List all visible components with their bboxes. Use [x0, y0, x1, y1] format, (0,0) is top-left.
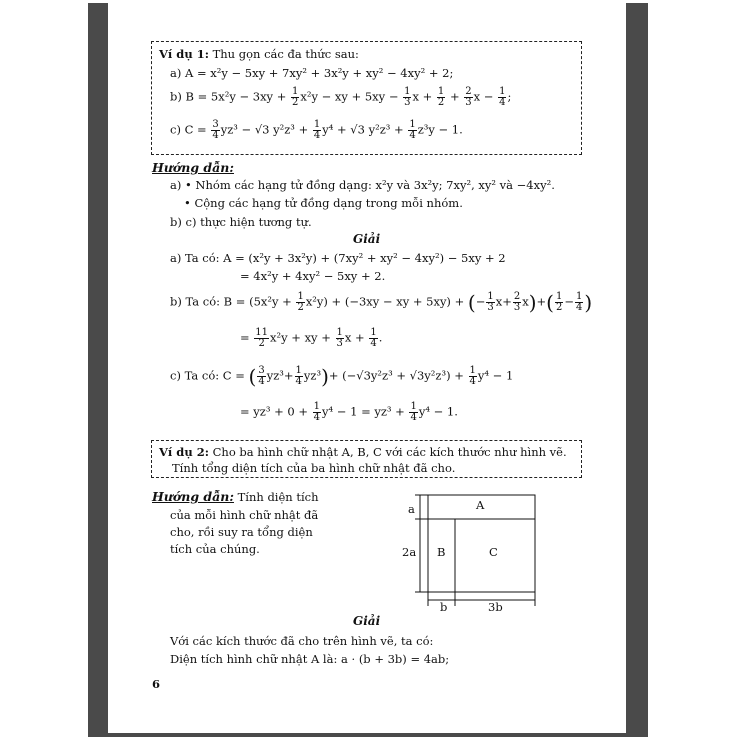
example-1-part-b: b) B = 5x²y − 3xy + $\frac{1}{2}$ x²y − xy + 5xy − $\frac{1}{3}$ x + $\frac{1}{2}$ + $\frac{2}{3}$ x − $\frac{1}{4}$ ; — [170, 86, 512, 108]
figure-label-a: a — [408, 502, 415, 516]
solution-1-c-line-1: c) Ta có: C = ( $\frac{3}{4}$ yz³+ $\frac{1}{4}$ yz³)+ (−√3y²z³ + √3y²z³) + $\frac{1}{4}$ y⁴ − 1 — [170, 364, 514, 389]
guide-2-line-2: của mỗi hình chữ nhật đã — [170, 508, 319, 522]
figure-label-3b: 3b — [488, 600, 503, 614]
figure-label-b-rect: B — [437, 545, 446, 559]
example-1-part-c: c) C = $\frac{3}{4}$ yz³ − √3 y²z³ + $\frac{1}{4}$ y⁴ + √3 y²z³ + $\frac{1}{4}$ z³y − 1. — [170, 119, 463, 141]
solution-1-a-line-2: = 4x²y + 4xy² − 5xy + 2. — [240, 269, 386, 283]
example-2-line-1: Ví dụ 2: Cho ba hình chữ nhật A, B, C với các kích thước như hình vẽ. — [159, 445, 567, 459]
figure-label-2a: 2a — [402, 545, 417, 559]
figure-label-a-rect: A — [476, 498, 485, 512]
solution-2-line-1: Với các kích thước đã cho trên hình vẽ, ta có: — [170, 634, 434, 648]
solution-1-b-line-1: b) Ta có: B = (5x²y + $\frac{1}{2}$ x²y) + (−3xy − xy + 5xy) + (− $\frac{1}{3}$ x+ $\frac{2}{3}$ x)+( $\frac{1}{2}$ − $\frac{1}{4}$ ) — [170, 290, 593, 315]
solution-2-line-2: Diện tích hình chữ nhật A là: a · (b + 3b) = 4ab; — [170, 652, 450, 666]
solution-1-a-line-1: a) Ta có: A = (x²y + 3x²y) + (7xy² + xy² − 4xy²) − 5xy + 2 — [170, 251, 506, 265]
solution-1-b-line-2: = $\frac{11}{2}$ x²y + xy + $\frac{1}{3}$ x + $\frac{1}{4}$ . — [240, 327, 383, 349]
solution-1-heading: Giải — [353, 232, 381, 246]
example-1-part-a: a) A = x²y − 5xy + 7xy² + 3x²y + xy² − 4xy² + 2; — [170, 66, 454, 80]
figure-label-b: b — [440, 600, 448, 614]
solution-1-c-line-2: = yz³ + 0 + $\frac{1}{4}$ y⁴ − 1 = yz³ + $\frac{1}{4}$ y⁴ − 1. — [240, 401, 458, 423]
rectangles-figure — [395, 490, 545, 615]
example-1-heading: Ví dụ 1: Thu gọn các đa thức sau: — [159, 47, 359, 61]
guide-1-line-2: • Cộng các hạng tử đồng dạng trong mỗi nhóm. — [184, 196, 463, 210]
solution-2-heading: Giải — [353, 614, 381, 628]
guide-1-heading: Hướng dẫn: — [152, 160, 234, 175]
example-2-line-2: Tính tổng diện tích của ba hình chữ nhật đã cho. — [172, 461, 456, 475]
figure-label-c-rect: C — [489, 545, 498, 559]
page-number: 6 — [152, 677, 161, 691]
guide-1-line-3: b) c) thực hiện tương tự. — [170, 215, 312, 229]
guide-2-line-4: tích của chúng. — [170, 542, 260, 556]
guide-1-line-1: a) • Nhóm các hạng tử đồng dạng: x²y và 3x²y; 7xy², xy² và −4xy². — [170, 178, 555, 192]
guide-2-line-3: cho, rồi suy ra tổng diện — [170, 525, 313, 539]
guide-2-line-1: Hướng dẫn: Tính diện tích — [152, 489, 319, 504]
